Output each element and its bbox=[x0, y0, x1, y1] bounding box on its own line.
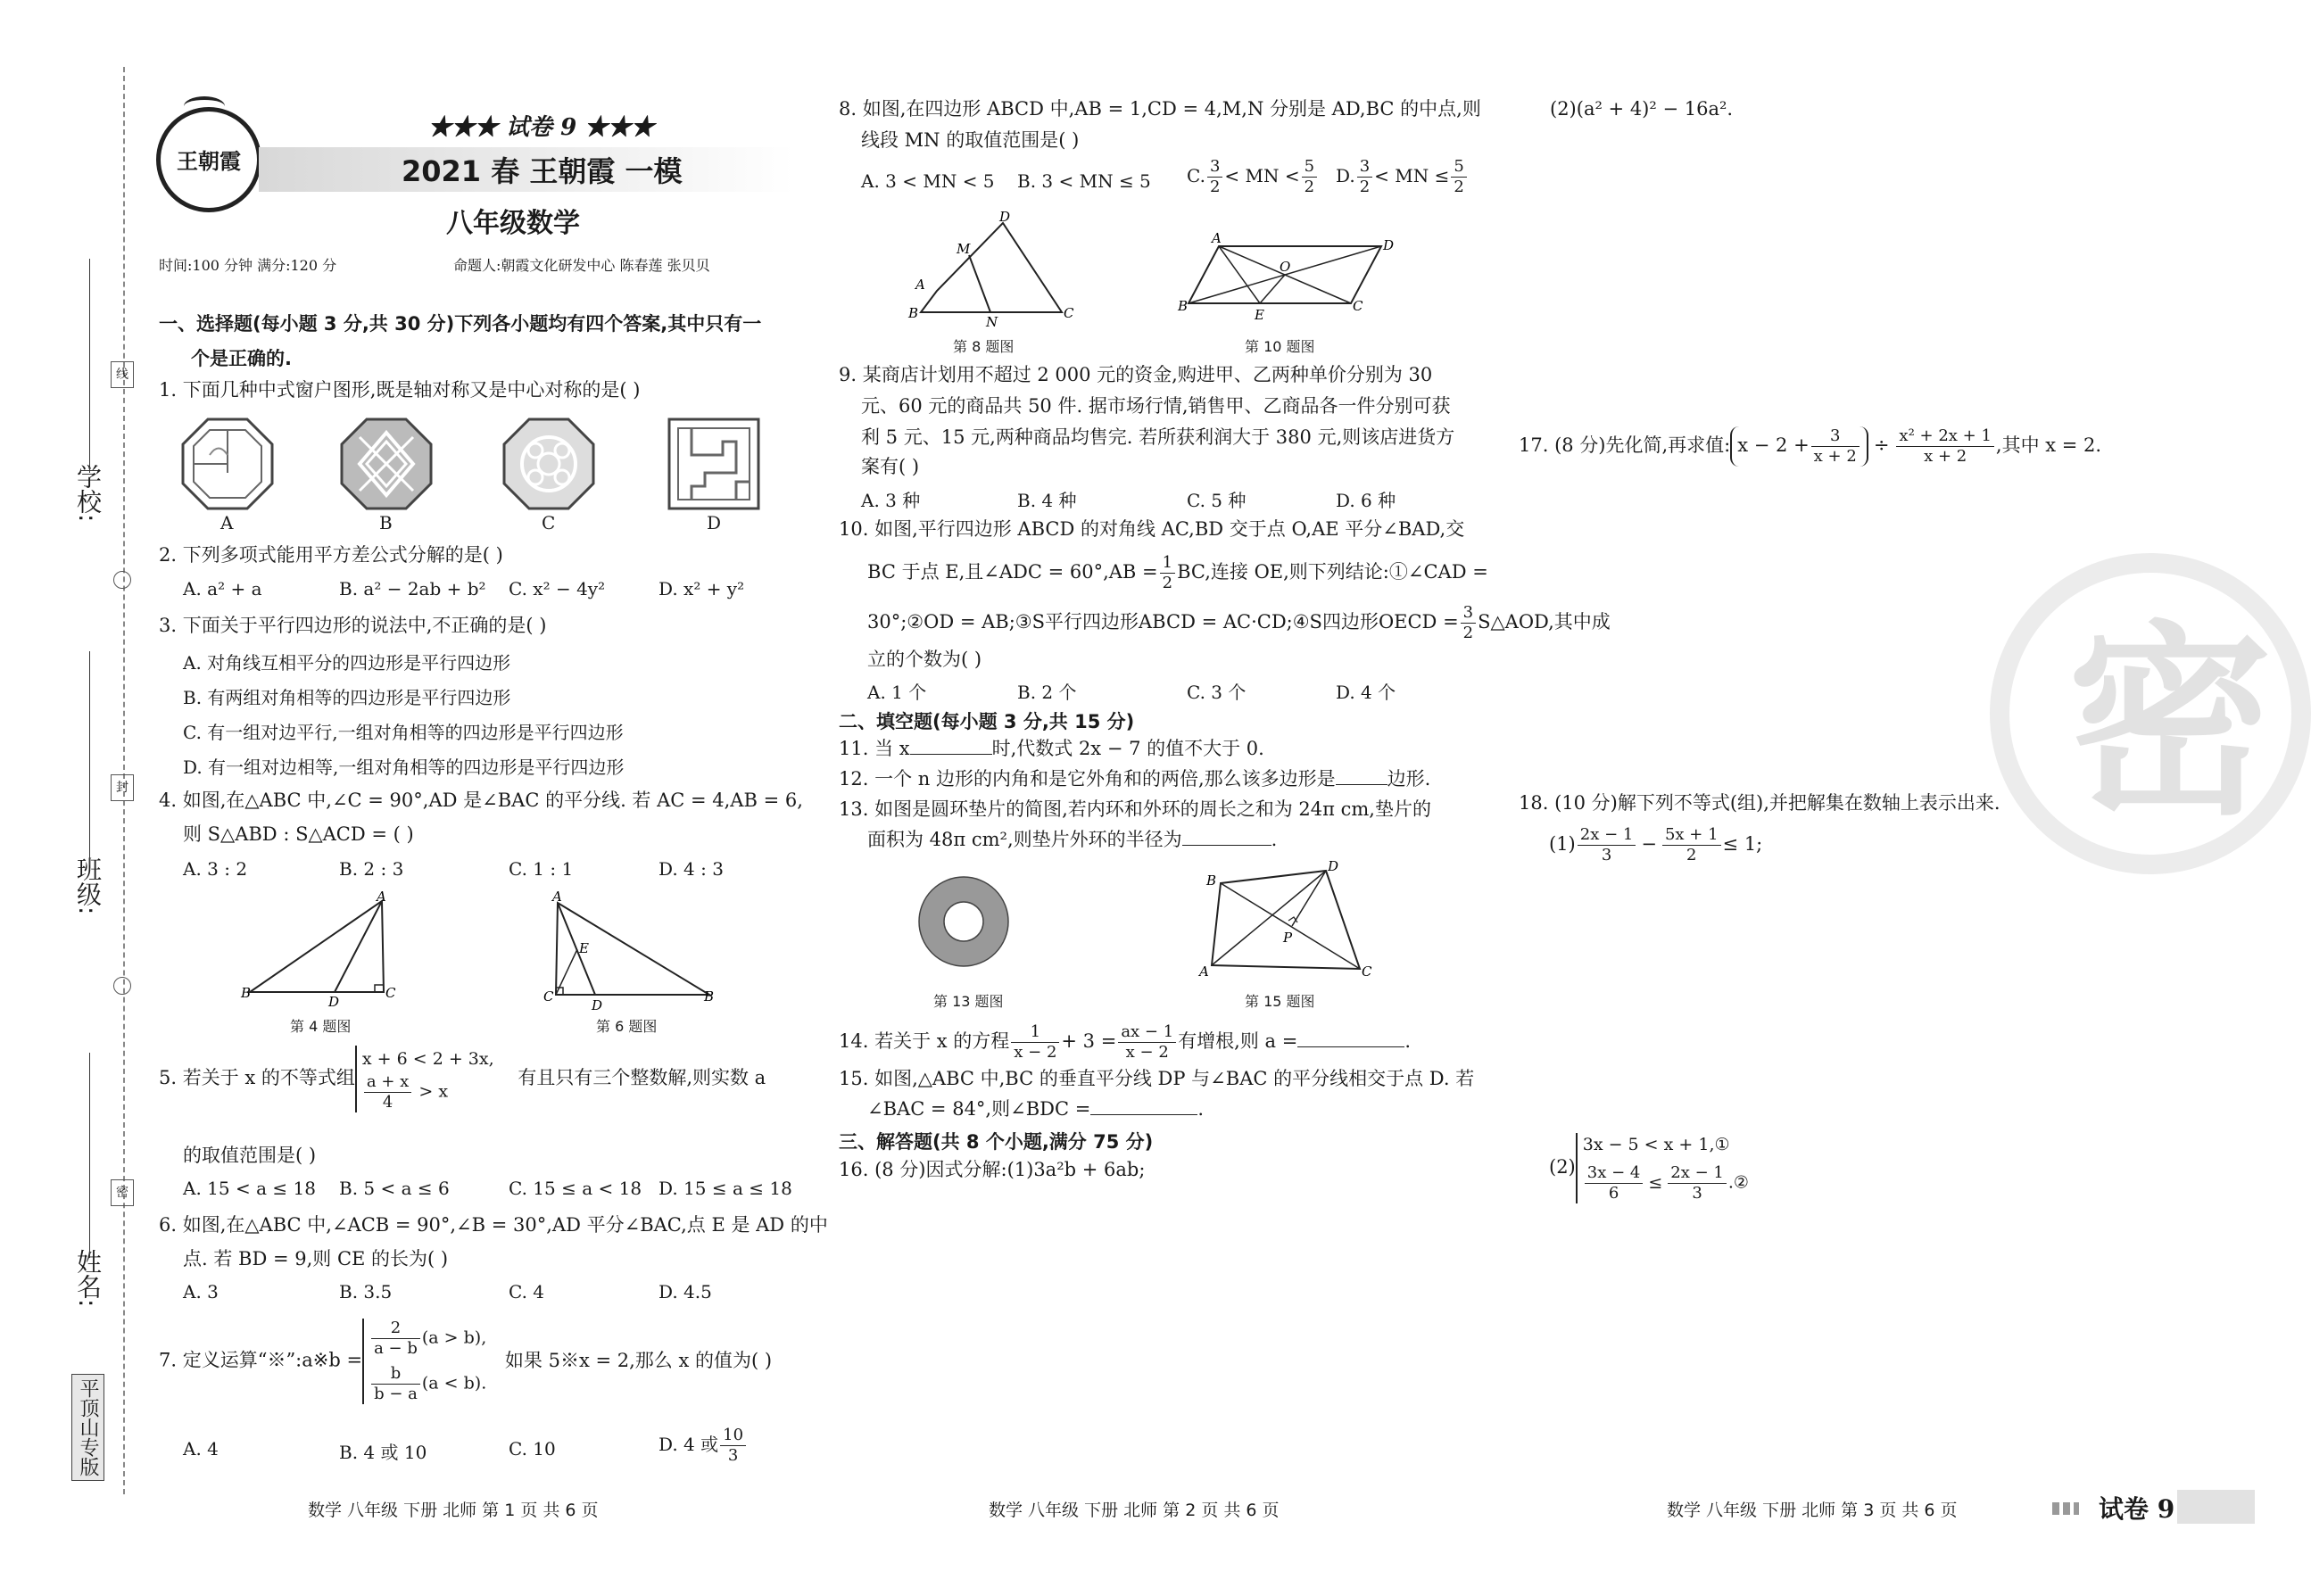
question-13-cont bbox=[867, 826, 1277, 853]
footer-tag-bar bbox=[2177, 1490, 2255, 1524]
q18-2-le: ≤ bbox=[1648, 1172, 1663, 1193]
q8-figure bbox=[903, 209, 1081, 330]
svg-text:A: A bbox=[1199, 963, 1209, 980]
q18-2-den-2: 3 bbox=[1692, 1184, 1702, 1203]
svg-text:M: M bbox=[957, 241, 971, 257]
q7-option-d-num: 10 bbox=[720, 1426, 746, 1446]
q7-option-d-label: D. 4 或 bbox=[659, 1434, 719, 1455]
q3-option-c: C. 有一组对边平行,一组对角相等的四边形是平行四边形 bbox=[183, 722, 624, 743]
school-line bbox=[89, 259, 90, 473]
q1-option-c: C bbox=[542, 512, 556, 533]
svg-text:P: P bbox=[1283, 930, 1293, 946]
caption-q10: 第 10 题图 bbox=[1245, 338, 1315, 355]
q7-option-d-den: 3 bbox=[727, 1446, 739, 1465]
question-16-part-2: (2)(a² + 4)² − 16a². bbox=[1550, 98, 1734, 120]
q14-den-2: x − 2 bbox=[1125, 1043, 1169, 1062]
q10-num-2: 3 bbox=[1461, 603, 1476, 624]
caption-q15: 第 15 题图 bbox=[1245, 993, 1315, 1010]
q15-c: . bbox=[1197, 1098, 1204, 1120]
q18-2-num-2: 2x − 1 bbox=[1668, 1163, 1727, 1184]
q8-option-b: B. 3 < MN ≤ 5 bbox=[1017, 170, 1151, 192]
svg-text:C: C bbox=[1362, 963, 1372, 980]
q12-a: 12. 一个 n 边形的内角和是它外角和的两倍,那么该多边形是 bbox=[839, 768, 1336, 790]
q7-option-b: B. 4 或 10 bbox=[339, 1442, 427, 1463]
q14-mid: + 3 = bbox=[1061, 1030, 1117, 1052]
q18-1-prefix: (1) bbox=[1549, 833, 1576, 855]
svg-text:B: B bbox=[704, 988, 715, 1005]
q7-option-a: A. 4 bbox=[183, 1438, 219, 1460]
q18-2-line-1: 3x − 5 < x + 1,① bbox=[1582, 1135, 1730, 1154]
question-18: 18. (10 分)解下列不等式(组),并把解集在数轴上表示出来. bbox=[1519, 792, 2000, 814]
q2-option-b: B. a² − 2ab + b² bbox=[339, 578, 486, 600]
seal-mark-icon bbox=[113, 977, 131, 995]
q7-den-2: b − a bbox=[374, 1385, 418, 1403]
q4-option-a: A. 3 : 2 bbox=[183, 858, 248, 880]
subject-title: 八年级数学 bbox=[446, 208, 580, 239]
svg-text:D: D bbox=[999, 209, 1011, 225]
side-box-mi: 密 bbox=[111, 1179, 134, 1206]
section-1-heading-cont: 个是正确的. bbox=[191, 348, 292, 369]
q8-c-num-2: 5 bbox=[1302, 157, 1317, 178]
question-18-part-1 bbox=[1549, 825, 1762, 865]
q14-answer-blank[interactable] bbox=[1297, 1029, 1404, 1047]
q5-prefix: 5. 若关于 x 的不等式组 bbox=[159, 1067, 355, 1088]
q10-option-a: A. 1 个 bbox=[867, 682, 927, 703]
q11-b: 时,代数式 2x − 7 的值不大于 0. bbox=[991, 738, 1264, 759]
q7-case-2 bbox=[369, 1364, 486, 1404]
svg-text:C: C bbox=[385, 985, 396, 1001]
svg-text:C: C bbox=[1064, 305, 1074, 321]
svg-text:C: C bbox=[543, 988, 554, 1005]
q18-1-post: ≤ 1; bbox=[1722, 833, 1763, 855]
question-10-cont-2 bbox=[867, 603, 1611, 643]
q7-option-c: C. 10 bbox=[509, 1438, 556, 1460]
q17-num-1: 3 bbox=[1811, 426, 1860, 447]
q17-frac-2 bbox=[1896, 426, 1993, 467]
svg-text:B: B bbox=[908, 305, 919, 321]
q8-option-a: A. 3 < MN < 5 bbox=[861, 170, 995, 192]
name-label: 姓名: bbox=[73, 1249, 103, 1308]
svg-text:C: C bbox=[1353, 298, 1363, 314]
svg-text:A: A bbox=[377, 889, 386, 905]
q8-c-num-1: 3 bbox=[1207, 157, 1222, 178]
q8-option-c bbox=[1187, 157, 1319, 197]
q8-c-frac-1 bbox=[1207, 157, 1222, 197]
q8-c-frac-2 bbox=[1302, 157, 1317, 197]
q10-frac-3-2 bbox=[1461, 603, 1476, 643]
logo-text: 王朝霞 bbox=[177, 148, 241, 174]
q3-option-b: B. 有两组对角相等的四边形是平行四边形 bbox=[183, 687, 511, 708]
question-15: 15. 如图,△ABC 中,BC 的垂直平分线 DP 与∠BAC 的平分线相交于点 D. 若 bbox=[839, 1068, 1475, 1089]
question-8-cont: 线段 MN 的取值范围是( ) bbox=[861, 129, 1080, 151]
q7-cond-2: (a < b). bbox=[421, 1373, 487, 1393]
question-9-cont-1: 元、60 元的商品共 50 件. 据市场行情,销售甲、乙商品各一件分别可获 bbox=[861, 395, 1451, 417]
footer-paper-tag: 试卷 9 bbox=[2099, 1494, 2175, 1524]
window-b-icon bbox=[342, 419, 431, 509]
q4-option-d: D. 4 : 3 bbox=[659, 858, 724, 880]
q5-line-1: x + 6 < 2 + 3x, bbox=[361, 1049, 494, 1069]
authors: 命题人:朝霞文化研发中心 陈春莲 张贝贝 bbox=[453, 257, 710, 274]
footer-page-2: 数学 八年级 下册 北师 第 2 页 共 6 页 bbox=[989, 1501, 1280, 1520]
q1-option-a: A bbox=[220, 512, 234, 533]
q13-figure bbox=[915, 872, 1013, 971]
q14-num-2: ax − 1 bbox=[1118, 1022, 1176, 1043]
svg-text:E: E bbox=[1255, 307, 1264, 323]
question-4: 4. 如图,在△ABC 中,∠C = 90°,AD 是∠BAC 的平分线. 若 AC = 4,AB = 6, bbox=[159, 790, 803, 811]
q18-1-den-2: 2 bbox=[1686, 846, 1697, 864]
q7-case-1 bbox=[369, 1319, 486, 1359]
question-2: 2. 下列多项式能用平方差公式分解的是( ) bbox=[159, 544, 503, 566]
caption-q6: 第 6 题图 bbox=[596, 1018, 658, 1035]
q8-option-d bbox=[1336, 157, 1469, 197]
q11-a: 11. 当 x bbox=[839, 738, 910, 759]
question-3: 3. 下面关于平行四边形的说法中,不正确的是( ) bbox=[159, 615, 547, 636]
svg-text:D: D bbox=[1328, 858, 1339, 874]
q8-d-num-2: 5 bbox=[1451, 157, 1466, 178]
class-label: 班级: bbox=[73, 856, 103, 915]
q2-option-c: C. x² − 4y² bbox=[509, 578, 606, 600]
q18-2-prefix: (2) bbox=[1549, 1156, 1576, 1178]
q10-frac-half bbox=[1160, 553, 1175, 593]
q10-option-b: B. 2 个 bbox=[1017, 682, 1077, 703]
section-3-heading: 三、解答题(共 8 个小题,满分 75 分) bbox=[839, 1131, 1154, 1153]
q3-option-a: A. 对角线互相平分的四边形是平行四边形 bbox=[183, 652, 511, 674]
svg-text:D: D bbox=[328, 994, 340, 1010]
svg-text:E: E bbox=[579, 940, 589, 956]
q8-c-label: C. bbox=[1187, 165, 1205, 186]
q17-paren bbox=[1730, 426, 1868, 467]
page-title: 2021 春 王朝霞 一模 bbox=[402, 154, 683, 188]
question-5 bbox=[159, 1046, 766, 1112]
q4-option-c: C. 1 : 1 bbox=[509, 858, 574, 880]
svg-text:N: N bbox=[986, 314, 998, 330]
q7-option-d bbox=[659, 1426, 748, 1466]
q17-prefix: 17. (8 分)先化简,再求值: bbox=[1519, 434, 1731, 456]
q5-option-c: C. 15 ≤ a < 18 bbox=[509, 1178, 642, 1199]
q5-option-d: D. 15 ≤ a ≤ 18 bbox=[659, 1178, 792, 1199]
q18-2-frac-2 bbox=[1668, 1163, 1727, 1203]
q2-option-d: D. x² + y² bbox=[659, 578, 745, 600]
q10-b1: BC 于点 E,且∠ADC = 60°,AB = bbox=[867, 561, 1158, 583]
q7-prefix: 7. 定义运算“※”:a※b = bbox=[159, 1349, 363, 1371]
q7-cond-1: (a > b), bbox=[421, 1327, 487, 1348]
svg-text:B: B bbox=[241, 985, 252, 1001]
question-7 bbox=[159, 1319, 772, 1404]
q5-fraction bbox=[364, 1072, 411, 1112]
q17-post: ,其中 x = 2. bbox=[1995, 434, 2102, 456]
q7-num-1: 2 bbox=[371, 1319, 420, 1339]
q7-num-2: b bbox=[371, 1364, 420, 1385]
question-9-cont-3: 案有( ) bbox=[861, 456, 920, 477]
edition-label: 平顶山专版 bbox=[71, 1374, 104, 1481]
question-16: 16. (8 分)因式分解:(1)3a²b + 6ab; bbox=[839, 1159, 1146, 1180]
q5-den: 4 bbox=[382, 1093, 393, 1112]
q5-suffix: 有且只有三个整数解,则实数 a bbox=[518, 1067, 766, 1088]
svg-text:A: A bbox=[915, 277, 925, 293]
svg-text:B: B bbox=[1178, 298, 1189, 314]
window-c-icon bbox=[504, 419, 593, 509]
question-8: 8. 如图,在四边形 ABCD 中,AB = 1,CD = 4,M,N 分别是 AD,BC 的中点,则 bbox=[839, 98, 1481, 120]
question-14 bbox=[839, 1022, 1411, 1063]
q8-d-den-1: 2 bbox=[1359, 178, 1371, 196]
q8-d-frac-1 bbox=[1357, 157, 1372, 197]
question-5-cont: 的取值范围是( ) bbox=[183, 1145, 317, 1166]
q18-1-frac-1 bbox=[1578, 825, 1636, 865]
question-4-cont: 则 S△ABD : S△ACD = ( ) bbox=[183, 823, 414, 845]
q7-option-d-frac bbox=[720, 1426, 746, 1466]
question-10-cont-1 bbox=[867, 553, 1488, 593]
q10-den: 2 bbox=[1162, 574, 1173, 592]
q3-option-d: D. 有一组对边相等,一组对角相等的四边形是平行四边形 bbox=[183, 757, 625, 778]
logo bbox=[156, 107, 261, 212]
q18-2-system bbox=[1576, 1133, 1749, 1203]
svg-text:A: A bbox=[552, 889, 562, 905]
seal-mark-icon bbox=[113, 571, 131, 589]
question-6: 6. 如图,在△ABC 中,∠ACB = 90°,∠B = 30°,AD 平分∠BAC,点 E 是 AD 的中 bbox=[159, 1214, 828, 1236]
q18-1-frac-2 bbox=[1662, 825, 1721, 865]
q17-den-2: x + 2 bbox=[1924, 447, 1967, 466]
q9-option-a: A. 3 种 bbox=[861, 490, 921, 511]
q18-1-num-1: 2x − 1 bbox=[1578, 825, 1636, 846]
question-12 bbox=[839, 765, 1430, 792]
q10-num: 1 bbox=[1160, 553, 1175, 574]
name-line bbox=[89, 1053, 90, 1258]
q18-1-den-1: 3 bbox=[1601, 846, 1612, 864]
q7-suffix: 如果 5※x = 2,那么 x 的值为( ) bbox=[504, 1349, 773, 1371]
caption-q8: 第 8 题图 bbox=[953, 338, 1015, 355]
q9-option-b: B. 4 种 bbox=[1017, 490, 1077, 511]
q7-frac-2 bbox=[371, 1364, 420, 1404]
q18-2-end: .② bbox=[1727, 1172, 1749, 1193]
question-9-cont-2: 利 5 元、15 元,两种商品均售完. 若所获利润大于 380 元,则该店进货方 bbox=[861, 426, 1455, 448]
svg-text:B: B bbox=[1206, 872, 1217, 889]
question-11 bbox=[839, 735, 1264, 762]
question-17 bbox=[1519, 426, 2101, 467]
svg-text:D: D bbox=[1383, 237, 1395, 253]
q7-frac-1 bbox=[371, 1319, 420, 1359]
q4-option-b: B. 2 : 3 bbox=[339, 858, 404, 880]
q10-c2: S△AOD,其中成 bbox=[1478, 611, 1611, 633]
q18-2-line-2 bbox=[1583, 1163, 1749, 1203]
q9-option-d: D. 6 种 bbox=[1336, 490, 1396, 511]
q9-option-c: C. 5 种 bbox=[1187, 490, 1247, 511]
q7-piecewise bbox=[362, 1319, 486, 1404]
q8-c-den-1: 2 bbox=[1209, 178, 1221, 196]
q10-den-2: 2 bbox=[1462, 624, 1474, 642]
q10-c1: 30°;②OD = AB;③S平行四边形ABCD = AC·CD;④S四边形OECD = bbox=[867, 611, 1459, 633]
q8-d-den-2: 2 bbox=[1454, 178, 1464, 196]
class-line bbox=[89, 651, 90, 865]
caption-q13: 第 13 题图 bbox=[933, 993, 1004, 1010]
q2-option-a: A. a² + a bbox=[183, 578, 262, 600]
q5-option-b: B. 5 < a ≤ 6 bbox=[339, 1178, 450, 1199]
question-18-part-2 bbox=[1549, 1133, 1749, 1203]
q8-d-frac-2 bbox=[1451, 157, 1466, 197]
section-1-heading: 一、选择题(每小题 3 分,共 30 分)下列各小题均有四个答案,其中只有一 bbox=[159, 313, 762, 335]
q1-option-d: D bbox=[707, 512, 722, 533]
q4-figure bbox=[241, 889, 402, 1010]
q17-a: x − 2 + bbox=[1737, 434, 1810, 456]
q14-den-1: x − 2 bbox=[1014, 1043, 1057, 1062]
svg-text:O: O bbox=[1280, 259, 1291, 275]
q18-1-num-2: 5x + 1 bbox=[1662, 825, 1721, 846]
q14-post: 有增根,则 a = bbox=[1178, 1030, 1298, 1052]
q5-gt: > x bbox=[418, 1081, 449, 1102]
question-6-cont: 点. 若 BD = 9,则 CE 的长为( ) bbox=[183, 1248, 449, 1269]
question-1: 1. 下面几种中式窗户图形,既是轴对称又是中心对称的是( ) bbox=[159, 379, 641, 401]
q13-b: 面积为 48π cm²,则垫片外环的半径为 bbox=[867, 829, 1182, 850]
svg-text:A: A bbox=[1212, 230, 1222, 246]
q5-option-a: A. 15 < a ≤ 18 bbox=[183, 1178, 316, 1199]
crown-icon bbox=[184, 96, 225, 116]
q15-figure bbox=[1194, 858, 1372, 983]
q17-frac-1 bbox=[1811, 426, 1860, 467]
footer-page-3: 数学 八年级 下册 北师 第 3 页 共 6 页 bbox=[1667, 1501, 1958, 1520]
q14-prefix: 14. 若关于 x 的方程 bbox=[839, 1030, 1010, 1052]
q10-b2: BC,连接 OE,则下列结论:①∠CAD = bbox=[1177, 561, 1488, 583]
seal-character: 密 bbox=[2067, 605, 2273, 843]
q6-figure bbox=[540, 889, 718, 1013]
time-score: 时间:100 分钟 满分:120 分 bbox=[159, 257, 337, 274]
question-13: 13. 如图是圆环垫片的简图,若内环和外环的周长之和为 24π cm,垫片的 bbox=[839, 798, 1431, 820]
window-d-icon bbox=[669, 419, 758, 509]
section-2-heading: 二、填空题(每小题 3 分,共 15 分) bbox=[839, 711, 1135, 732]
q12-answer-blank[interactable] bbox=[1336, 766, 1387, 785]
q14-end: . bbox=[1404, 1030, 1412, 1052]
q18-2-den-1: 6 bbox=[1608, 1184, 1619, 1203]
q14-frac-2 bbox=[1118, 1022, 1176, 1063]
q8-c-mid: < MN < bbox=[1224, 165, 1300, 186]
window-a-icon bbox=[183, 419, 272, 509]
footer-page-1: 数学 八年级 下册 北师 第 1 页 共 6 页 bbox=[308, 1501, 599, 1520]
q13-c: . bbox=[1271, 829, 1278, 850]
q5-num: a + x bbox=[364, 1072, 411, 1093]
q18-2-frac-1 bbox=[1585, 1163, 1644, 1203]
q8-d-label: D. bbox=[1336, 165, 1355, 186]
question-15-cont bbox=[867, 1096, 1204, 1122]
q6-option-d: D. 4.5 bbox=[659, 1281, 712, 1302]
q17-div: ÷ bbox=[1873, 434, 1890, 456]
q13-answer-blank[interactable] bbox=[1182, 827, 1271, 846]
q12-b: 边形. bbox=[1387, 768, 1431, 790]
q6-option-a: A. 3 bbox=[183, 1281, 219, 1302]
q8-d-mid: < MN ≤ bbox=[1374, 165, 1450, 186]
q8-d-num-1: 3 bbox=[1357, 157, 1372, 178]
question-9: 9. 某商店计划用不超过 2 000 元的资金,购进甲、乙两种单价分别为 30 bbox=[839, 364, 1433, 385]
q1-figures bbox=[174, 415, 781, 513]
q10-figure bbox=[1178, 230, 1395, 328]
q18-2-num-1: 3x − 4 bbox=[1585, 1163, 1644, 1184]
caption-q4: 第 4 题图 bbox=[290, 1018, 352, 1035]
q11-answer-blank[interactable] bbox=[910, 736, 992, 755]
side-box-xian: 线 bbox=[111, 361, 134, 388]
question-10-cont-3: 立的个数为( ) bbox=[867, 649, 982, 670]
svg-text:D: D bbox=[592, 997, 603, 1013]
q14-num-1: 1 bbox=[1011, 1022, 1059, 1043]
q15-answer-blank[interactable] bbox=[1090, 1096, 1197, 1115]
q5-line-2 bbox=[362, 1072, 494, 1112]
q14-frac-1 bbox=[1011, 1022, 1059, 1063]
question-10: 10. 如图,平行四边形 ABCD 的对角线 AC,BD 交于点 O,AE 平分∠BAD,交 bbox=[839, 518, 1465, 540]
q6-option-c: C. 4 bbox=[509, 1281, 545, 1302]
seal-watermark bbox=[1990, 553, 2311, 874]
q10-option-c: C. 3 个 bbox=[1187, 682, 1247, 703]
school-label: 学校: bbox=[73, 464, 103, 523]
q8-c-den-2: 2 bbox=[1304, 178, 1315, 196]
footer-dots bbox=[2052, 1502, 2079, 1515]
q18-1-mid: − bbox=[1641, 833, 1657, 855]
side-box-feng: 封 bbox=[111, 774, 134, 801]
q1-option-b: B bbox=[379, 512, 393, 533]
q6-option-b: B. 3.5 bbox=[339, 1281, 393, 1302]
q17-den-1: x + 2 bbox=[1813, 447, 1857, 466]
q17-num-2: x² + 2x + 1 bbox=[1896, 426, 1993, 447]
q15-b: ∠BAC = 84°,则∠BDC = bbox=[867, 1098, 1091, 1120]
q7-den-1: a − b bbox=[374, 1339, 418, 1358]
q5-system bbox=[355, 1046, 494, 1112]
q10-option-d: D. 4 个 bbox=[1336, 682, 1396, 703]
paper-number: ★★★ 试卷 9 ★★★ bbox=[428, 114, 655, 141]
